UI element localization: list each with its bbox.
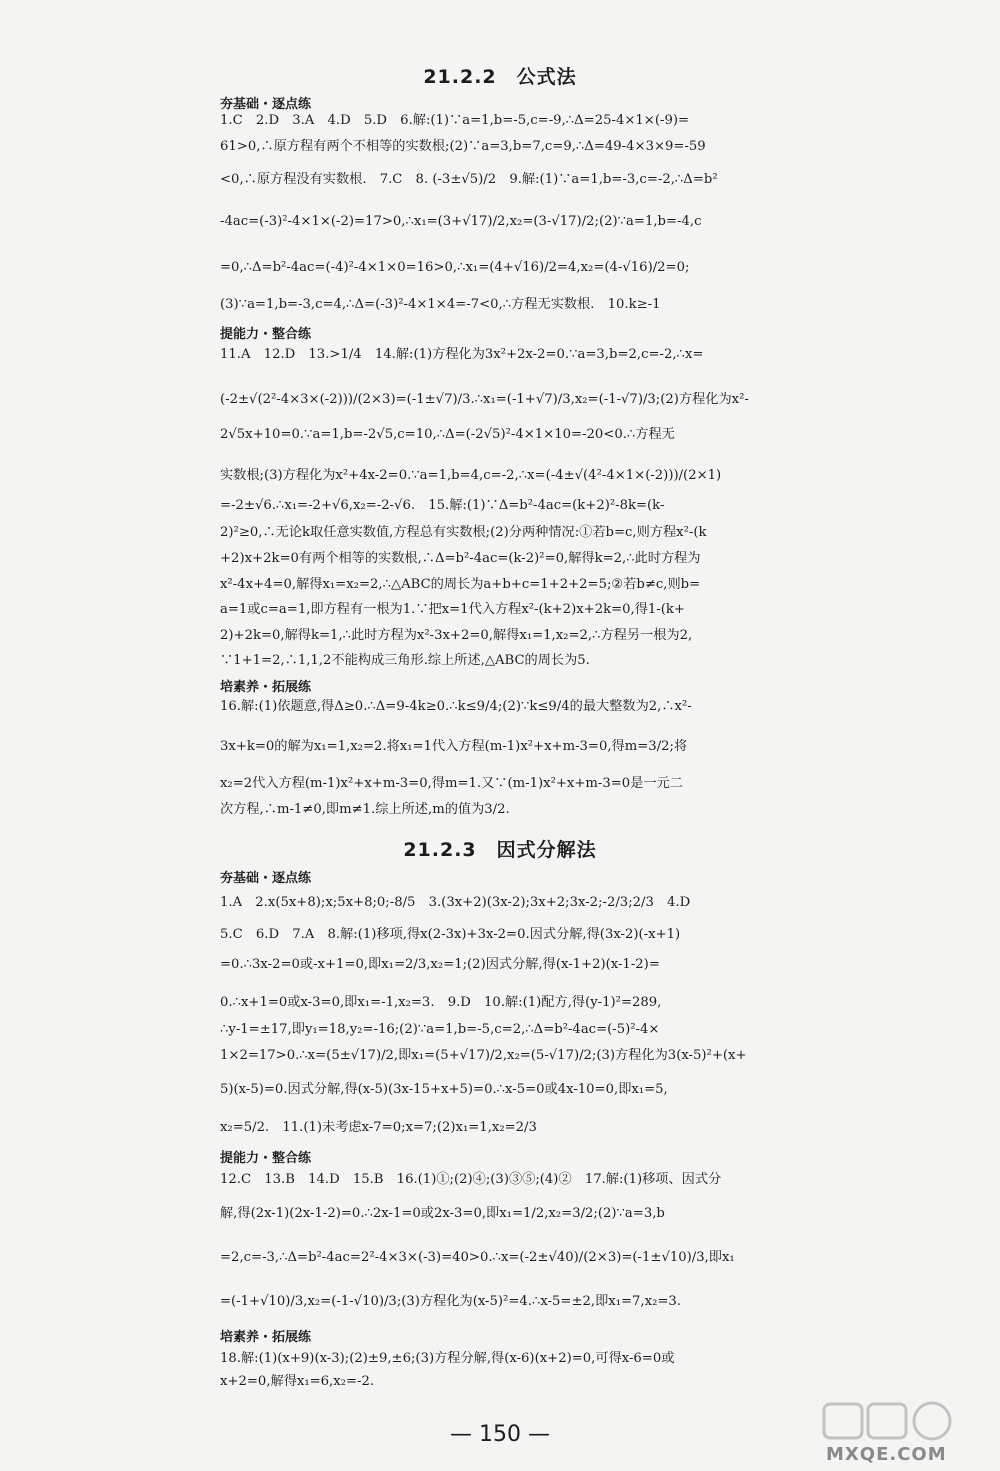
answer-line: x²-4x+4=0,解得x₁=x₂=2,∴△ABC的周长为a+b+c=1+2+2=5;②若b≠c,则b= — [220, 577, 701, 592]
answer-line: 实数根;(3)方程化为x²+4x-2=0.∵a=1,b=4,c=-2,∴x=(-4±√(4²-4×1×(-2)))/(2×1) — [220, 468, 722, 483]
answer-line: =(-1+√10)/3,x₂=(-1-√10)/3;(3)方程化为(x-5)²=4.∴x-5=±2,即x₁=7,x₂=3. — [220, 1294, 681, 1309]
answer-line: 61>0,∴原方程有两个不相等的实数根;(2)∵a=3,b=7,c=9,∴Δ=49-4×3×9=-59 — [220, 139, 706, 154]
subsection-heading: 培素养・拓展练 — [220, 680, 312, 695]
answer-line: a=1或c=a=1,即方程有一根为1.∵把x=1代入方程x²-(k+2)x+2k=0,得1-(k+ — [220, 602, 685, 617]
answer-line: (3)∵a=1,b=-3,c=4,∴Δ=(-3)²-4×1×4=-7<0,∴方程无实数根. 10.k≥-1 — [220, 297, 661, 312]
answer-line: 12.C 13.B 14.D 15.B 16.(1)①;(2)④;(3)③⑤;(4)② 17.解:(1)移项、因式分 — [220, 1172, 722, 1187]
answer-line: 2)²≥0,∴无论k取任意实数值,方程总有实数根;(2)分两种情况:①若b=c,则方程x²-(k — [220, 525, 707, 540]
watermark-text: MXQE.COM — [826, 1444, 947, 1465]
answer-line: 5)(x-5)=0.因式分解,得(x-5)(3x-15+x+5)=0.∴x-5=0或4x-10=0,即x₁=5, — [220, 1082, 668, 1097]
answer-line: 18.解:(1)(x+9)(x-3);(2)±9,±6;(3)方程分解,得(x-6)(x+2)=0,可得x-6=0或 — [220, 1351, 675, 1366]
answer-line: 1.A 2.x(5x+8);x;5x+8;0;-8/5 3.(3x+2)(3x-2);3x+2;3x-2;-2/3;2/3 4.D — [220, 895, 691, 910]
subsection-heading: 培素养・拓展练 — [220, 1330, 312, 1345]
section-title-21-2-3: 21.2.3 因式分解法 — [403, 839, 597, 861]
answer-line: =-2±√6.∴x₁=-2+√6,x₂=-2-√6. 15.解:(1)∵Δ=b²-4ac=(k+2)²-8k=(k- — [220, 498, 665, 513]
answer-line: 11.A 12.D 13.>1/4 14.解:(1)方程化为3x²+2x-2=0.∵a=3,b=2,c=-2,∴x= — [220, 347, 704, 362]
answer-line: 3x+k=0的解为x₁=1,x₂=2.将x₁=1代入方程(m-1)x²+x+m-3=0,得m=3/2;将 — [220, 739, 688, 754]
subsection-heading: 夯基础・逐点练 — [220, 871, 312, 886]
answer-line: 解,得(2x-1)(2x-1-2)=0.∴2x-1=0或2x-3=0,即x₁=1/2,x₂=3/2;(2)∵a=3,b — [220, 1206, 665, 1221]
answer-line: =0,∴Δ=b²-4ac=(-4)²-4×1×0=16>0,∴x₁=(4+√16)/2=4,x₂=(4-√16)/2=0; — [220, 260, 690, 275]
answer-line: x₂=5/2. 11.(1)未考虑x-7=0;x=7;(2)x₁=1,x₂=2/3 — [220, 1120, 537, 1135]
subsection-heading: 夯基础・逐点练 — [220, 97, 312, 112]
answer-line: ∴y-1=±17,即y₁=18,y₂=-16;(2)∵a=1,b=-5,c=2,∴Δ=b²-4ac=(-5)²-4× — [220, 1022, 660, 1037]
section-title-21-2-2: 21.2.2 公式法 — [423, 66, 577, 88]
answer-line: -4ac=(-3)²-4×1×(-2)=17>0,∴x₁=(3+√17)/2,x₂=(3-√17)/2;(2)∵a=1,b=-4,c — [220, 214, 702, 229]
answer-line: <0,∴原方程没有实数根. 7.C 8. (-3±√5)/2 9.解:(1)∵a=1,b=-3,c=-2,∴Δ=b² — [220, 172, 718, 187]
answer-line: 2)+2k=0,解得k=1,∴此时方程为x²-3x+2=0,解得x₁=1,x₂=2,∴方程另一根为2, — [220, 628, 693, 643]
subsection-heading: 提能力・整合练 — [220, 1151, 312, 1166]
answer-line: ∵1+1=2,∴1,1,2不能构成三角形.综上所述,△ABC的周长为5. — [220, 653, 590, 668]
answer-line: x₂=2代入方程(m-1)x²+x+m-3=0,得m=1.又∵(m-1)x²+x+m-3=0是一元二 — [220, 776, 683, 791]
answer-line: 0.∴x+1=0或x-3=0,即x₁=-1,x₂=3. 9.D 10.解:(1)配方,得(y-1)²=289, — [220, 995, 662, 1010]
answer-line: =2,c=-3,∴Δ=b²-4ac=2²-4×3×(-3)=40>0.∴x=(-2±√40)/(2×3)=(-1±√10)/3,即x₁ — [220, 1250, 735, 1265]
subsection-heading: 提能力・整合练 — [220, 327, 312, 342]
answer-line: 2√5x+10=0.∵a=1,b=-2√5,c=10,∴Δ=(-2√5)²-4×1×10=-20<0.∴方程无 — [220, 427, 675, 442]
answer-line: 16.解:(1)依题意,得Δ≥0.∴Δ=9-4k≥0.∴k≤9/4;(2)∵k≤9/4的最大整数为2,∴x²- — [220, 699, 692, 714]
answer-line: 1×2=17>0.∴x=(5±√17)/2,即x₁=(5+√17)/2,x₂=(5-√17)/2;(3)方程化为3(x-5)²+(x+ — [220, 1048, 747, 1063]
answer-line: (-2±√(2²-4×3×(-2)))/(2×3)=(-1±√7)/3.∴x₁=(-1+√7)/3,x₂=(-1-√7)/3;(2)方程化为x²- — [220, 392, 749, 407]
answer-line: +2)x+2k=0有两个相等的实数根,∴Δ=b²-4ac=(k-2)²=0,解得k=2,∴此时方程为 — [220, 551, 701, 566]
answer-line: 1.C 2.D 3.A 4.D 5.D 6.解:(1)∵a=1,b=-5,c=-9,∴Δ=25-4×1×(-9)= — [220, 113, 690, 128]
page-number: — 150 — — [450, 1422, 550, 1447]
answer-line: =0.∴3x-2=0或-x+1=0,即x₁=2/3,x₂=1;(2)因式分解,得(x-1+2)(x-1-2)= — [220, 957, 660, 972]
answer-line: 5.C 6.D 7.A 8.解:(1)移项,得x(2-3x)+3x-2=0.因式分解,得(3x-2)(-x+1) — [220, 927, 681, 942]
answer-line: 次方程,∴m-1≠0,即m≠1.综上所述,m的值为3/2. — [220, 802, 510, 817]
answer-line: x+2=0,解得x₁=6,x₂=-2. — [220, 1374, 375, 1389]
